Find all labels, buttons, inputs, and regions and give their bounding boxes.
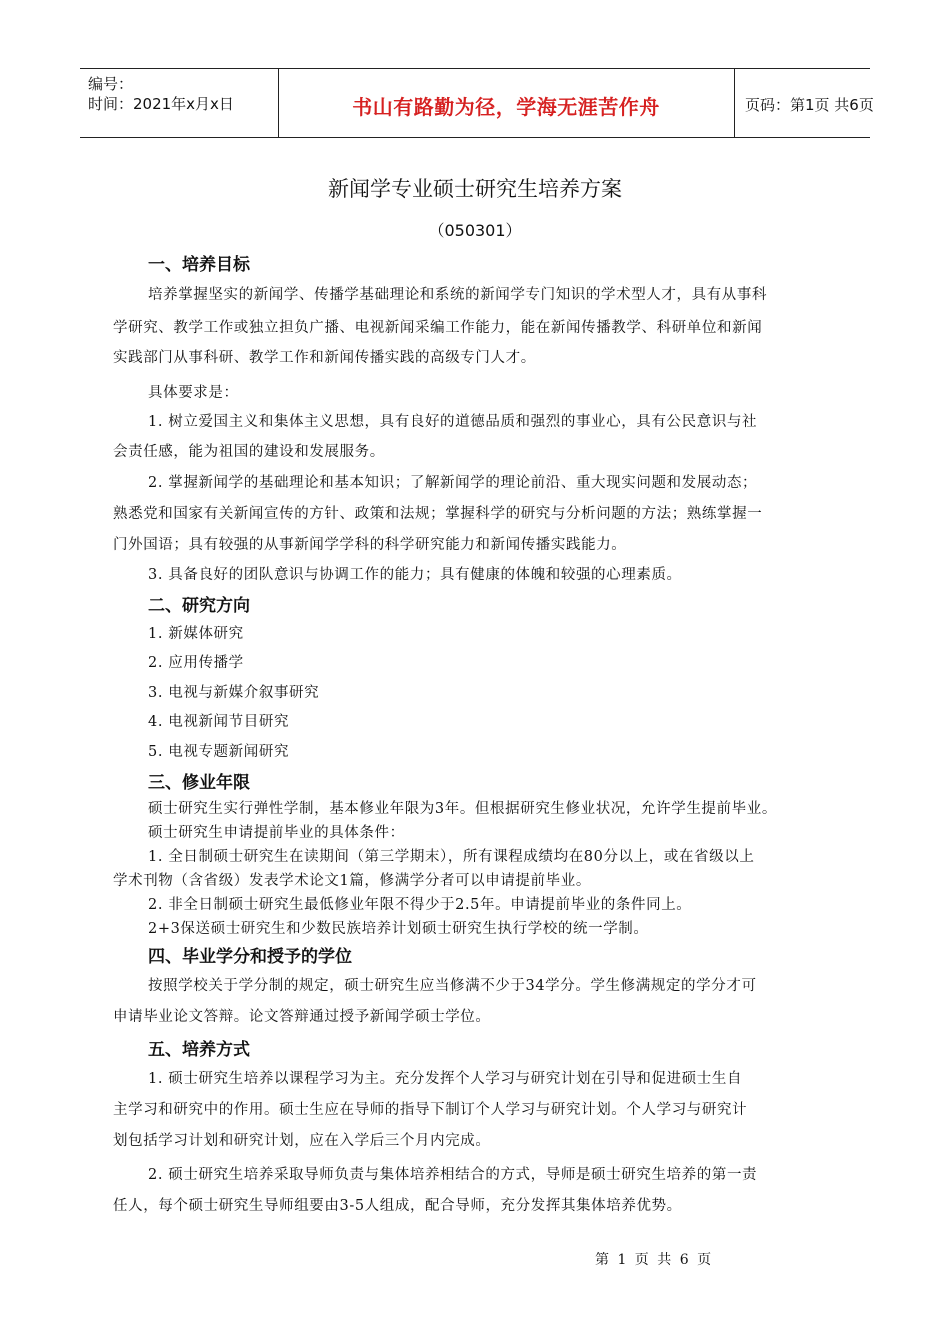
section-heading-directions: 二、研究方向 bbox=[148, 596, 250, 616]
list-item: 2. 应用传播学 bbox=[148, 655, 244, 671]
paragraph-line: 2. 非全日制硕士研究生最低修业年限不得少于2.5年。申请提前毕业的条件同上。 bbox=[148, 897, 692, 913]
paragraph-line: 划包括学习计划和研究计划，应在入学后三个月内完成。 bbox=[113, 1133, 491, 1149]
paragraph-line: 硕士研究生实行弹性学制，基本修业年限为3年。但根据研究生修业状况，允许学生提前毕业。 bbox=[148, 801, 777, 817]
paragraph-line: 门外国语；具有较强的从事新闻学学科的科学研究能力和新闻传播实践能力。 bbox=[113, 537, 627, 553]
paragraph-line: 主学习和研究中的作用。硕士生应在导师的指导下制订个人学习与研究计划。个人学习与研究计 bbox=[113, 1102, 748, 1118]
document-header bbox=[80, 68, 874, 138]
paragraph-line: 2+3保送硕士研究生和少数民族培养计划硕士研究生执行学校的统一学制。 bbox=[148, 921, 649, 937]
paragraph-line: 学研究、教学工作或独立担负广播、电视新闻采编工作能力，能在新闻传播教学、科研单位和新闻 bbox=[113, 320, 763, 336]
section-heading-duration: 三、修业年限 bbox=[148, 773, 250, 793]
paragraph-line: 熟悉党和国家有关新闻宣传的方针、政策和法规；掌握科学的研究与分析问题的方法；熟练掌握一 bbox=[113, 506, 763, 522]
date-label: 时间：2021年x月x日 bbox=[88, 95, 234, 113]
header-page-cell bbox=[735, 69, 874, 137]
list-item: 3. 电视与新媒介叙事研究 bbox=[148, 685, 320, 701]
header-motto-cell bbox=[278, 69, 735, 137]
section-heading-credits: 四、毕业学分和授予的学位 bbox=[148, 947, 352, 967]
section-heading-training: 五、培养方式 bbox=[148, 1040, 250, 1060]
paragraph-line: 实践部门从事科研、教学工作和新闻传播实践的高级专门人才。 bbox=[113, 350, 536, 366]
paragraph-line: 按照学校关于学分制的规定，硕士研究生应当修满不少于34学分。学生修满规定的学分才可 bbox=[148, 978, 757, 994]
paragraph-line: 培养掌握坚实的新闻学、传播学基础理论和系统的新闻学专门知识的学术型人才，具有从事科 bbox=[148, 287, 768, 303]
paragraph-line: 任人，每个硕士研究生导师组要由3-5人组成，配合导师，充分发挥其集体培养优势。 bbox=[113, 1198, 682, 1214]
paragraph-line: 2. 硕士研究生培养采取导师负责与集体培养相结合的方式，导师是硕士研究生培养的第一责 bbox=[148, 1167, 758, 1183]
list-item: 4. 电视新闻节目研究 bbox=[148, 714, 290, 730]
paragraph-line: 1. 硕士研究生培养以课程学习为主。充分发挥个人学习与研究计划在引导和促进硕士生自 bbox=[148, 1071, 743, 1087]
paragraph-line: 1. 全日制硕士研究生在读期间（第三学期末），所有课程成绩均在80分以上，或在省级以上 bbox=[148, 849, 755, 865]
page-footer: 第 1 页 共 6 页 bbox=[595, 1252, 714, 1268]
number-label: 编号： bbox=[88, 75, 134, 93]
section-heading-goals: 一、培养目标 bbox=[148, 255, 250, 275]
document-title: 新闻学专业硕士研究生培养方案 bbox=[328, 177, 622, 201]
paragraph-line: 学术刊物（含省级）发表学术论文1篇，修满学分者可以申请提前毕业。 bbox=[113, 873, 591, 889]
paragraph-line: 硕士研究生申请提前毕业的具体条件： bbox=[148, 825, 405, 841]
paragraph-line: 申请毕业论文答辩。论文答辩通过授予新闻学硕士学位。 bbox=[113, 1009, 491, 1025]
paragraph-line: 会责任感，能为祖国的建设和发展服务。 bbox=[113, 444, 385, 460]
motto-text: 书山有路勤为径，学海无涯苦作舟 bbox=[352, 95, 660, 119]
program-code: （050301） bbox=[428, 221, 522, 240]
paragraph-line: 具体要求是： bbox=[148, 385, 239, 401]
list-item: 5. 电视专题新闻研究 bbox=[148, 744, 290, 760]
paragraph-line: 2. 掌握新闻学的基础理论和基本知识；了解新闻学的理论前沿、重大现实问题和发展动态； bbox=[148, 475, 758, 491]
page-info: 页码：第1页 共6页 bbox=[745, 96, 874, 114]
paragraph-line: 3. 具备良好的团队意识与协调工作的能力；具有健康的体魄和较强的心理素质。 bbox=[148, 567, 682, 583]
paragraph-line: 1. 树立爱国主义和集体主义思想，具有良好的道德品质和强烈的事业心，具有公民意识与社 bbox=[148, 414, 758, 430]
list-item: 1. 新媒体研究 bbox=[148, 626, 244, 642]
header-meta-cell bbox=[80, 69, 279, 137]
